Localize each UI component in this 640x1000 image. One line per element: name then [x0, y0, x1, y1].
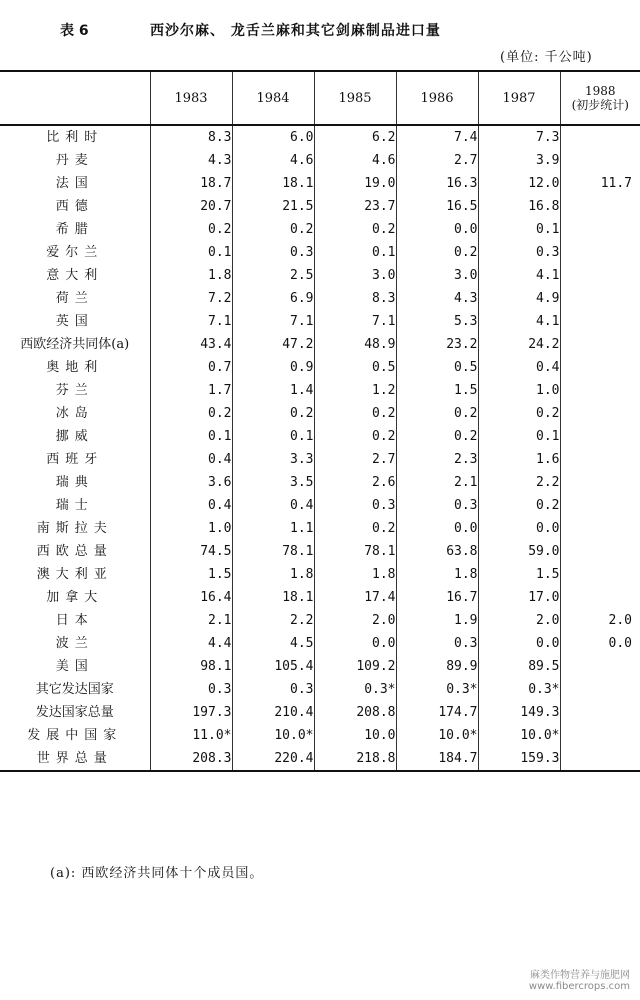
table-row: [0, 402, 640, 425]
table-row: [0, 125, 640, 149]
country-cell: 爱尔兰: [46, 245, 104, 260]
value-cell: 0.2: [396, 402, 478, 425]
value-cell: 0.1: [478, 218, 560, 241]
table-row: [0, 264, 640, 287]
value-cell: 1.8: [314, 563, 396, 586]
value-cell: 4.6: [232, 149, 314, 172]
value-cell: 1.1: [232, 517, 314, 540]
value-cell: 8.3: [150, 125, 232, 149]
value-cell: 16.8: [478, 195, 560, 218]
value-cell: [560, 125, 640, 149]
value-cell: 16.4: [150, 586, 232, 609]
value-cell: [560, 701, 640, 724]
table-body: [0, 125, 640, 771]
value-cell: 2.2: [478, 471, 560, 494]
country-header: [0, 71, 150, 125]
value-cell: [560, 402, 640, 425]
value-cell: 0.3: [396, 494, 478, 517]
country-cell: 西欧经济共同体(a): [20, 337, 130, 352]
value-cell: 19.0: [314, 172, 396, 195]
table-row: [0, 379, 640, 402]
country-cell: 荷兰: [55, 291, 94, 306]
value-cell: 1.8: [232, 563, 314, 586]
value-cell: 0.5: [314, 356, 396, 379]
value-cell: 0.1: [150, 241, 232, 264]
value-cell: 8.3: [314, 287, 396, 310]
value-cell: 0.7: [150, 356, 232, 379]
value-cell: 105.4: [232, 655, 314, 678]
value-cell: 47.2: [232, 333, 314, 356]
value-cell: 11.7: [560, 172, 640, 195]
value-cell: [560, 379, 640, 402]
table-row: [0, 195, 640, 218]
value-cell: [560, 724, 640, 747]
value-cell: 1.6: [478, 448, 560, 471]
value-cell: 2.7: [314, 448, 396, 471]
watermark-line: www.fibercrops.com: [528, 981, 630, 992]
value-cell: 2.2: [232, 609, 314, 632]
value-cell: 7.3: [478, 125, 560, 149]
value-cell: [560, 586, 640, 609]
value-cell: 1.2: [314, 379, 396, 402]
value-cell: [560, 494, 640, 517]
value-cell: [560, 448, 640, 471]
value-cell: 6.9: [232, 287, 314, 310]
table-row: [0, 494, 640, 517]
table-row: [0, 471, 640, 494]
country-cell: 法国: [55, 176, 94, 191]
value-cell: 23.2: [396, 333, 478, 356]
value-cell: 1.5: [150, 563, 232, 586]
value-cell: 0.3: [232, 241, 314, 264]
table-row: [0, 609, 640, 632]
value-cell: 17.0: [478, 586, 560, 609]
value-cell: 6.2: [314, 125, 396, 149]
value-cell: 3.5: [232, 471, 314, 494]
table-row: [0, 333, 640, 356]
footnote: (a): 西欧经济共同体十个成员国。: [50, 866, 264, 881]
country-cell: 意大利: [46, 268, 104, 283]
value-cell: [560, 149, 640, 172]
preliminary-note: (初步统计): [571, 98, 629, 112]
value-cell: 0.3*: [314, 678, 396, 701]
value-cell: 109.2: [314, 655, 396, 678]
value-cell: 0.2: [478, 494, 560, 517]
country-cell: 瑞士: [55, 498, 94, 513]
country-cell: 英国: [55, 314, 94, 329]
value-cell: 0.4: [232, 494, 314, 517]
value-cell: 4.5: [232, 632, 314, 655]
value-cell: 4.3: [150, 149, 232, 172]
value-cell: 0.3: [150, 678, 232, 701]
value-cell: 7.1: [314, 310, 396, 333]
value-cell: 3.6: [150, 471, 232, 494]
value-cell: 4.3: [396, 287, 478, 310]
watermark-line: 麻类作物营养与施肥网: [530, 970, 630, 981]
value-cell: [560, 333, 640, 356]
value-cell: 0.2: [314, 425, 396, 448]
value-cell: 0.3: [314, 494, 396, 517]
country-cell: 芬兰: [55, 383, 94, 398]
value-cell: 0.1: [314, 241, 396, 264]
value-cell: 23.7: [314, 195, 396, 218]
country-cell: 澳大利亚: [36, 567, 113, 582]
table-row: [0, 287, 640, 310]
table-row: [0, 241, 640, 264]
table-label: 表 6: [60, 23, 89, 39]
value-cell: 10.0*: [232, 724, 314, 747]
value-cell: [560, 540, 640, 563]
value-cell: 20.7: [150, 195, 232, 218]
value-cell: 0.0: [396, 218, 478, 241]
value-cell: 98.1: [150, 655, 232, 678]
country-cell: 西德: [55, 199, 94, 214]
table-header-block: [0, 10, 640, 70]
value-cell: [560, 218, 640, 241]
value-cell: 10.0*: [478, 724, 560, 747]
value-cell: 89.5: [478, 655, 560, 678]
value-cell: 0.2: [314, 402, 396, 425]
value-cell: 2.6: [314, 471, 396, 494]
value-cell: 0.2: [232, 218, 314, 241]
value-cell: 1.8: [150, 264, 232, 287]
value-cell: 89.9: [396, 655, 478, 678]
value-cell: 3.9: [478, 149, 560, 172]
value-cell: [560, 425, 640, 448]
table-row: [0, 448, 640, 471]
table-row: [0, 563, 640, 586]
value-cell: 3.0: [314, 264, 396, 287]
value-cell: 18.7: [150, 172, 232, 195]
country-cell: 西班牙: [46, 452, 104, 467]
value-cell: 0.0: [314, 632, 396, 655]
table-row: [0, 586, 640, 609]
value-cell: 1.8: [396, 563, 478, 586]
value-cell: 220.4: [232, 747, 314, 771]
table-row: [0, 540, 640, 563]
table-row: [0, 655, 640, 678]
value-cell: 0.0: [396, 517, 478, 540]
value-cell: 43.4: [150, 333, 232, 356]
country-cell: 加拿大: [46, 590, 104, 605]
value-cell: [560, 747, 640, 771]
value-cell: 18.1: [232, 586, 314, 609]
country-cell: 奥地利: [46, 360, 104, 375]
year-header: 1985: [314, 71, 396, 125]
value-cell: 4.1: [478, 264, 560, 287]
value-cell: 0.0: [560, 632, 640, 655]
watermark: [529, 966, 630, 992]
value-cell: 0.1: [150, 425, 232, 448]
value-cell: 2.1: [150, 609, 232, 632]
value-cell: 1.4: [232, 379, 314, 402]
value-cell: 2.7: [396, 149, 478, 172]
value-cell: 7.4: [396, 125, 478, 149]
value-cell: 0.4: [150, 448, 232, 471]
value-cell: 5.3: [396, 310, 478, 333]
value-cell: 0.2: [232, 402, 314, 425]
value-cell: 1.9: [396, 609, 478, 632]
value-cell: 4.6: [314, 149, 396, 172]
year-header: 1986: [396, 71, 478, 125]
value-cell: 184.7: [396, 747, 478, 771]
value-cell: 1.5: [396, 379, 478, 402]
value-cell: [560, 678, 640, 701]
table-row: [0, 701, 640, 724]
value-cell: 0.2: [150, 402, 232, 425]
value-cell: 2.3: [396, 448, 478, 471]
country-cell: 波兰: [55, 636, 94, 651]
value-cell: 2.5: [232, 264, 314, 287]
value-cell: 197.3: [150, 701, 232, 724]
table-row: [0, 149, 640, 172]
country-cell: 其它发达国家: [35, 682, 114, 697]
year-label: 1988: [584, 84, 616, 98]
value-cell: 2.0: [560, 609, 640, 632]
value-cell: 7.1: [150, 310, 232, 333]
value-cell: 48.9: [314, 333, 396, 356]
value-cell: 21.5: [232, 195, 314, 218]
table-title: 西沙尔麻、 龙舌兰麻和其它剑麻制品进口量: [150, 23, 441, 39]
value-cell: 0.4: [478, 356, 560, 379]
value-cell: 0.5: [396, 356, 478, 379]
country-cell: 比利时: [46, 130, 104, 145]
country-cell: 西欧总量: [36, 544, 113, 559]
value-cell: 4.1: [478, 310, 560, 333]
value-cell: 7.2: [150, 287, 232, 310]
value-cell: 2.0: [478, 609, 560, 632]
country-cell: 瑞典: [55, 475, 94, 490]
value-cell: 0.2: [478, 402, 560, 425]
value-cell: 0.0: [478, 632, 560, 655]
table-row: [0, 310, 640, 333]
country-cell: 世界总量: [0, 747, 150, 771]
value-cell: 0.3*: [478, 678, 560, 701]
value-cell: 18.1: [232, 172, 314, 195]
value-cell: 0.3: [478, 241, 560, 264]
table-row: [0, 356, 640, 379]
country-cell: 美国: [55, 659, 94, 674]
value-cell: [560, 241, 640, 264]
value-cell: 2.0: [314, 609, 396, 632]
table-row: [0, 724, 640, 747]
year-header: 1987: [478, 71, 560, 125]
value-cell: 16.5: [396, 195, 478, 218]
table-row: [0, 678, 640, 701]
table-row: [0, 632, 640, 655]
value-cell: [560, 287, 640, 310]
country-cell: 希腊: [55, 222, 94, 237]
value-cell: 3.3: [232, 448, 314, 471]
table-row: [0, 218, 640, 241]
value-cell: 0.1: [232, 425, 314, 448]
value-cell: [560, 356, 640, 379]
value-cell: 218.8: [314, 747, 396, 771]
value-cell: 1.0: [478, 379, 560, 402]
value-cell: 16.3: [396, 172, 478, 195]
value-cell: 1.5: [478, 563, 560, 586]
country-cell: 日本: [55, 613, 94, 628]
value-cell: 0.4: [150, 494, 232, 517]
value-cell: 208.8: [314, 701, 396, 724]
value-cell: 16.7: [396, 586, 478, 609]
table-row: [0, 517, 640, 540]
value-cell: 4.4: [150, 632, 232, 655]
value-cell: 74.5: [150, 540, 232, 563]
value-cell: 10.0*: [396, 724, 478, 747]
value-cell: 174.7: [396, 701, 478, 724]
value-cell: 78.1: [314, 540, 396, 563]
value-cell: 149.3: [478, 701, 560, 724]
value-cell: [560, 517, 640, 540]
header-row: [0, 71, 640, 125]
country-cell: 发达国家总量: [35, 705, 114, 720]
value-cell: 159.3: [478, 747, 560, 771]
value-cell: 63.8: [396, 540, 478, 563]
year-header: 1983: [150, 71, 232, 125]
value-cell: 4.9: [478, 287, 560, 310]
value-cell: 6.0: [232, 125, 314, 149]
table-row: [0, 747, 640, 771]
value-cell: 0.2: [396, 241, 478, 264]
value-cell: 78.1: [232, 540, 314, 563]
value-cell: 12.0: [478, 172, 560, 195]
value-cell: 0.2: [150, 218, 232, 241]
year-header: 1984: [232, 71, 314, 125]
value-cell: [560, 655, 640, 678]
value-cell: 1.0: [150, 517, 232, 540]
value-cell: 0.2: [396, 425, 478, 448]
value-cell: [560, 264, 640, 287]
value-cell: 0.3: [396, 632, 478, 655]
value-cell: 3.0: [396, 264, 478, 287]
country-cell: 南斯拉夫: [36, 521, 113, 536]
value-cell: 2.1: [396, 471, 478, 494]
value-cell: 1.7: [150, 379, 232, 402]
value-cell: 7.1: [232, 310, 314, 333]
value-cell: 0.0: [478, 517, 560, 540]
table-row: [0, 425, 640, 448]
value-cell: [560, 310, 640, 333]
year-header-preliminary: [560, 71, 640, 125]
country-cell: 丹麦: [55, 153, 94, 168]
country-cell: 发展中国家: [27, 728, 123, 743]
value-cell: 0.2: [314, 517, 396, 540]
value-cell: [560, 563, 640, 586]
country-cell: 冰岛: [55, 406, 94, 421]
value-cell: 17.4: [314, 586, 396, 609]
import-table: [0, 70, 640, 772]
value-cell: 0.9: [232, 356, 314, 379]
value-cell: 208.3: [150, 747, 232, 771]
value-cell: 0.2: [314, 218, 396, 241]
value-cell: 0.3*: [396, 678, 478, 701]
value-cell: 0.1: [478, 425, 560, 448]
value-cell: 0.3: [232, 678, 314, 701]
value-cell: [560, 471, 640, 494]
value-cell: [560, 195, 640, 218]
unit-label: (单位: 千公吨): [500, 50, 593, 65]
value-cell: 24.2: [478, 333, 560, 356]
table-row: [0, 172, 640, 195]
value-cell: 59.0: [478, 540, 560, 563]
value-cell: 10.0: [314, 724, 396, 747]
country-cell: 挪威: [55, 429, 94, 444]
value-cell: 11.0*: [150, 724, 232, 747]
value-cell: 210.4: [232, 701, 314, 724]
